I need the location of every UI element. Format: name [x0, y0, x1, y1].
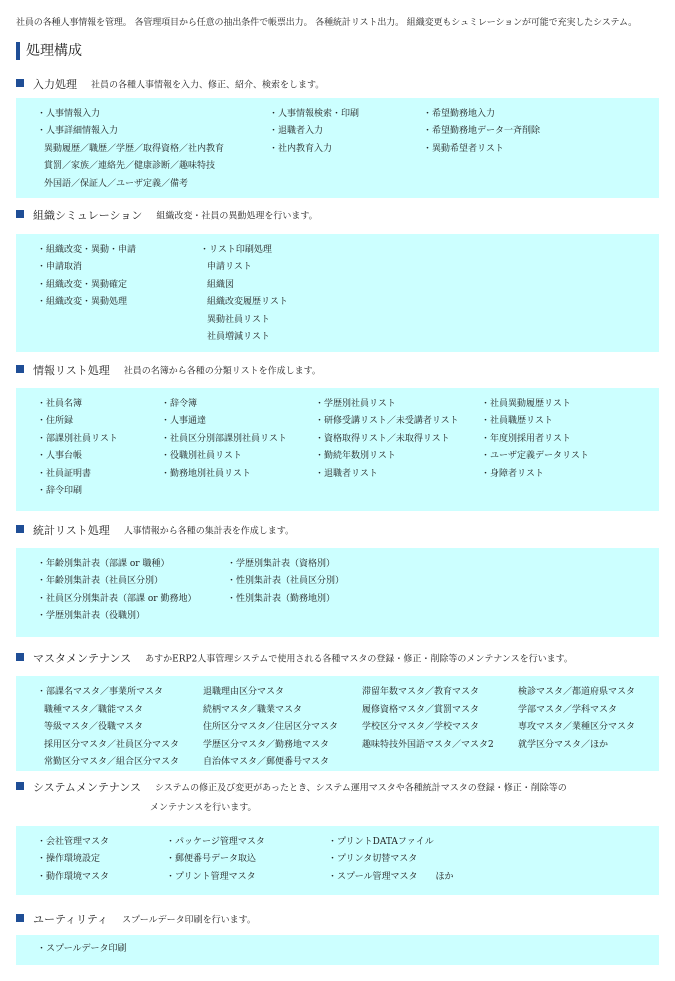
list-item: ・人事台帳 [37, 451, 83, 462]
list-item: 外国語／保証人／ユーザ定義／備考 [44, 178, 189, 189]
list-item: ・組織改変・異動処理 [37, 297, 128, 308]
list-item: ・組織改変・異動確定 [37, 279, 128, 290]
list-item: ・申請取消 [37, 262, 83, 273]
list-item: ・辞令簿 [161, 399, 198, 409]
list-item: ・プリントDATAファイル [328, 837, 434, 847]
square-bullet-icon [16, 914, 24, 922]
list-column [423, 106, 540, 158]
list-item: ・社員証明書 [37, 468, 92, 479]
list-column [166, 834, 265, 886]
section-description: 人事情報から各種の集計表を作成します。 [123, 526, 295, 537]
list-item: 趣味特技外国語マスタ／マスタ2 [362, 739, 494, 750]
square-bullet-icon [16, 210, 24, 218]
section-title: マスタメンテナンス [33, 652, 132, 665]
list-item: ・人事詳細情報入力 [37, 126, 119, 137]
list-item: ・社員区分別部課別社員リスト [161, 433, 287, 444]
list-item: ・社員異動履歴リスト [481, 399, 571, 409]
list-column [37, 556, 196, 626]
list-column [37, 684, 179, 772]
list-item: 専攻マスタ／業種区分マスタ [518, 722, 636, 733]
section-header-org-simulation [16, 207, 318, 223]
section-box-info-lists [16, 388, 659, 511]
list-item: ・操作環境設定 [37, 854, 101, 865]
list-item: ・プリント管理マスタ [166, 871, 256, 882]
section-title: 情報リスト処理 [33, 364, 110, 377]
list-item: ・希望勤務地入力 [423, 109, 496, 119]
section-box-statistics [16, 548, 659, 637]
list-item: ・学歴別集計表（役職別） [37, 611, 146, 622]
section-title: システムメンテナンス [33, 781, 142, 794]
list-column [203, 684, 338, 772]
section-description: システムの修正及び変更があったとき、システム運用マスタや各種統計マスタの登録・修正・削除等の [155, 783, 567, 794]
section-header-system-maintenance [16, 779, 567, 795]
list-item: ・社内教育入力 [269, 143, 333, 154]
section-title: 組織シミュレーション [33, 209, 143, 222]
square-bullet-icon [16, 79, 24, 87]
list-item: ・勤続年数別リスト [315, 451, 396, 462]
square-bullet-icon [16, 525, 24, 533]
list-item: ・ユーザ定義データリスト [481, 451, 589, 462]
list-column [37, 242, 136, 312]
list-column [315, 396, 459, 483]
list-item: 自治体マスタ／郵便番号マスタ [203, 757, 330, 768]
list-item: 等級マスタ／役職マスタ [44, 722, 144, 733]
square-bullet-icon [16, 365, 24, 373]
list-item: 住所区分マスタ／住居区分マスタ [203, 722, 339, 733]
list-item: ・パッケージ管理マスタ [166, 837, 265, 847]
list-item: 社員増減リスト [207, 331, 270, 342]
list-item: ・年齢別集計表（部課 or 職種） [37, 559, 170, 569]
list-item: 組織図 [207, 279, 235, 290]
list-column [161, 396, 287, 483]
list-item: ・スプールデータ印刷 [37, 944, 127, 954]
list-item: ・郵便番号データ取込 [166, 854, 257, 865]
section-box-system-maintenance [16, 826, 659, 895]
list-item: 賞罰／家族／連絡先／健康診断／趣味特技 [44, 161, 216, 172]
list-column [269, 106, 359, 158]
list-item: ・異動希望者リスト [423, 143, 504, 154]
list-item: ・性別集計表（勤務地別） [227, 593, 336, 604]
list-item: ・住所録 [37, 416, 74, 427]
list-item: ・社員区分別集計表（部課 or 勤務地） [37, 593, 197, 604]
list-column [518, 684, 635, 754]
list-item: 常勤区分マスタ／組合区分マスタ [44, 757, 180, 768]
list-item: ・学歴別集計表（資格別） [227, 559, 336, 569]
list-item: 退職理由区分マスタ [203, 687, 285, 697]
list-item: ・会社管理マスタ [37, 837, 110, 847]
list-item: ・部課別社員リスト [37, 433, 118, 444]
list-column [481, 396, 589, 483]
section-header-input [16, 76, 324, 92]
list-item: 就学区分マスタ／ほか [518, 739, 609, 750]
page-title: 処理構成 [16, 42, 82, 60]
section-box-input [16, 98, 659, 198]
list-item: ・人事情報検索・印刷 [269, 109, 360, 119]
list-item: ・プリンタ切替マスタ [328, 854, 418, 865]
list-item: ・学歴別社員リスト [315, 399, 396, 409]
section-description: 社員の各種人事情報を入力、修正、紹介、検索をします。 [91, 80, 325, 91]
list-item: ・希望勤務地データ一斉削除 [423, 126, 541, 137]
list-item: ・リスト印刷処理 [200, 245, 272, 255]
section-box-utility [16, 935, 659, 965]
list-item: ・退職者リスト [315, 468, 378, 479]
list-item: ・年齢別集計表（社員区分別） [37, 576, 164, 587]
list-column [328, 834, 454, 886]
list-column [37, 941, 127, 958]
list-item: 検診マスタ／都道府県マスタ [518, 687, 636, 697]
section-header-statistics [16, 522, 294, 538]
section-description-continued: メンテナンスを行います。 [150, 803, 257, 813]
list-item: 学歴区分マスタ／勤務地マスタ [203, 739, 330, 750]
list-item: 続柄マスタ／職業マスタ [203, 704, 303, 715]
list-item: ・性別集計表（社員区分別） [227, 576, 345, 587]
list-item: 異動社員リスト [207, 314, 270, 325]
list-column [37, 106, 224, 193]
section-title: ユーティリティ [33, 913, 109, 926]
list-item: ・研修受講リスト／未受講者リスト [315, 416, 459, 427]
list-item: ・勤務地別社員リスト [161, 468, 251, 479]
list-item: ・社員名簿 [37, 399, 83, 409]
square-bullet-icon [16, 782, 24, 790]
list-item: 職種マスタ／職能マスタ [44, 704, 144, 715]
list-item: ・人事情報入力 [37, 109, 101, 119]
section-header-utility [16, 911, 256, 927]
section-title: 入力処理 [33, 78, 77, 91]
list-item: ・社員職歴リスト [481, 416, 553, 427]
section-header-master-maintenance [16, 650, 573, 666]
intro-text: 社員の各種人事情報を管理。 各管理項目から任意の抽出条件で帳票出力。 各種統計リスト出力。 組織変更もシュミレーションが可能で充実したシステム。 [16, 18, 638, 28]
section-box-master-maintenance [16, 676, 659, 771]
list-column [37, 396, 118, 500]
section-description: あすかERP2人事管理システムで使用される各種マスタの登録・修正・削除等のメンテナンスを行います。 [145, 654, 573, 665]
list-item: ・年度別採用者リスト [481, 433, 571, 444]
list-item: ・部課名マスタ／事業所マスタ [37, 687, 164, 697]
list-item: 学校区分マスタ／学校マスタ [362, 722, 480, 733]
list-item: 滞留年数マスタ／教育マスタ [362, 687, 480, 697]
list-item: ・資格取得リスト／未取得リスト [315, 433, 450, 444]
section-description: 社員の名簿から各種の分類リストを作成します。 [123, 366, 321, 377]
list-item: 採用区分マスタ／社員区分マスタ [44, 739, 180, 750]
list-column [362, 684, 494, 754]
list-column [37, 834, 109, 886]
list-item: 申請リスト [207, 262, 252, 273]
list-item: 異動履歴／職歴／学歴／取得資格／社内教育 [44, 143, 225, 154]
list-item: ・役職別社員リスト [161, 451, 242, 462]
list-item: ・退職者入力 [269, 126, 324, 137]
list-item: ・人事通達 [161, 416, 207, 427]
list-item: 履修資格マスタ／賞罰マスタ [362, 704, 480, 715]
list-item: ・辞令印刷 [37, 485, 83, 496]
section-title: 統計リスト処理 [33, 524, 110, 537]
section-description: スプールデータ印刷を行います。 [122, 915, 256, 926]
list-item: ・スプール管理マスタ ほか [328, 871, 454, 882]
list-item: 組織改変履歴リスト [207, 297, 288, 308]
list-item: ・身障者リスト [481, 468, 544, 479]
section-description: 組織改変・社員の異動処理を行います。 [156, 211, 318, 222]
list-item: 学部マスタ／学科マスタ [518, 704, 618, 715]
list-item: ・組織改変・異動・申請 [37, 245, 137, 255]
list-column [227, 556, 344, 608]
section-header-info-lists [16, 362, 321, 378]
list-column [200, 242, 288, 346]
list-item: ・動作環境マスタ [37, 871, 110, 882]
section-box-org-simulation [16, 234, 659, 352]
square-bullet-icon [16, 653, 24, 661]
